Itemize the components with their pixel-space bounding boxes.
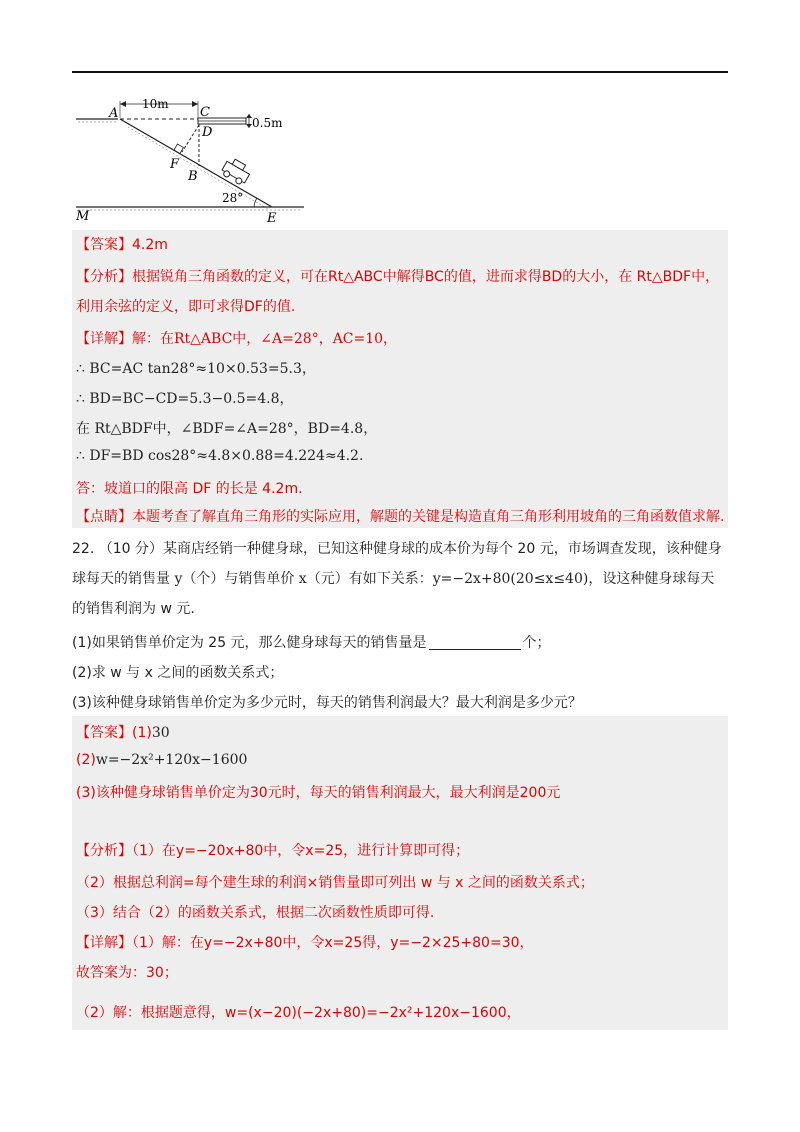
detail-tag: 【详解】	[76, 331, 132, 347]
detail-text: 解：在Rt△ABC中，∠A=28°，AC=10，	[132, 331, 398, 347]
q22-stem-line-2: 球每天的销售量 y（个）与销售单价 x（元）有如下关系：y=−2x+80(20≤x≤40)，设这种健身球每天	[72, 571, 715, 587]
label-e: E	[267, 211, 277, 226]
label-f: F	[170, 157, 180, 172]
q22-answer-1	[76, 722, 170, 742]
q22-part-2: (2)求 w 与 x 之间的函数关系式；	[72, 665, 284, 681]
analysis-text: （1）在y=−20x+80中，令x=25，进行计算即可得；	[132, 843, 470, 859]
answer-1-num: (1)	[132, 725, 152, 741]
prev-detail-line-3: ∴ BD=BC−CD=5.3−0.5=4.8，	[76, 391, 294, 407]
label-c: C	[200, 105, 210, 120]
answer-2-value: w=−2x²+120x−1600	[95, 752, 248, 768]
q22-analysis-1	[76, 840, 469, 860]
q22-answer-3: (3)该种健身球销售单价定为30元时，每天的销售利润最大，最大利润是200元	[76, 785, 561, 801]
label-b: B	[188, 169, 198, 184]
prev-comment-line	[76, 506, 724, 526]
detail-text: （1）解：在y=−2x+80中，令x=25得，y=−2×25+80=30，	[132, 935, 534, 951]
q22-analysis-3: （3）结合（2）的函数关系式，根据二次函数性质即可得.	[76, 905, 435, 921]
prev-detail-line-2: ∴ BC=AC tan28°≈10×0.53=5.3，	[76, 361, 316, 377]
answer-tag: 【答案】	[76, 237, 132, 253]
comment-tag: 【点睛】	[76, 509, 132, 525]
answer-tag: 【答案】	[76, 725, 132, 741]
prev-detail-line-5: ∴ DF=BD cos28°≈4.8×0.88=4.224≈4.2.	[76, 448, 364, 464]
q22-solution-block	[72, 716, 728, 1030]
slope-diagram	[72, 92, 312, 228]
label-a: A	[109, 106, 119, 121]
prev-analysis-line	[76, 266, 719, 286]
analysis-text: 根据锐角三角函数的定义，可在Rt△ABC中解得BC的值，进而求得BD的大小，在 Rt△BDF中，	[132, 269, 720, 285]
q22-answer-2	[76, 752, 247, 768]
detail-tag: 【详解】	[76, 935, 132, 951]
label-d: D	[202, 125, 213, 140]
answer-blank	[429, 635, 521, 650]
q22-stem-line-1: 22. （10 分）某商店经销一种健身球，已知这种健身球的成本价为每个 20 元，市场调查发现，该种健身	[72, 541, 722, 557]
q22-part-1	[72, 632, 551, 652]
answer-1-value: 30	[151, 725, 170, 741]
prev-final-answer: 答：坡道口的限高 DF 的长是 4.2m.	[76, 481, 303, 497]
prev-detail-line-4: 在 Rt△BDF中，∠BDF=∠A=28°，BD=4.8，	[76, 421, 378, 437]
header-rule	[72, 71, 728, 73]
q22-part-3: (3)该种健身球销售单价定为多少元时，每天的销售利润最大？最大利润是多少元？	[72, 695, 582, 711]
dim-cd-label: 0.5m	[252, 116, 283, 130]
analysis-tag: 【分析】	[76, 843, 132, 859]
angle-label: 28°	[222, 191, 244, 205]
answer-value: 4.2m	[132, 237, 168, 253]
part1-text: (1)如果销售单价定为 25 元，那么健身球每天的销售量是	[72, 635, 427, 651]
comment-text: 本题考查了解直角三角形的实际应用，解题的关键是构造直角三角形利用坡角的三角函数值求解.	[132, 509, 725, 525]
q22-analysis-2: （2）根据总利润=每个建生球的利润×销售量即可列出 w 与 x 之间的函数关系式；	[76, 875, 594, 891]
answer-2-num: (2)	[76, 752, 96, 768]
q22-detail-3: （2）解：根据题意得，w=(x−20)(−2x+80)=−2x²+120x−1600，	[76, 1005, 521, 1021]
label-m: M	[76, 209, 90, 224]
q22-detail-2: 故答案为：30；	[76, 965, 178, 981]
q22-detail-1	[76, 932, 534, 952]
prev-analysis-line-2: 利用余弦的定义，即可求得DF的值.	[76, 299, 296, 315]
prev-solution-block	[72, 230, 728, 528]
prev-detail-line-1	[76, 328, 397, 348]
dim-ac-label: 10m	[142, 97, 169, 111]
part1-suffix: 个；	[522, 635, 551, 651]
prev-answer-line	[76, 234, 168, 254]
analysis-tag: 【分析】	[76, 269, 132, 285]
q22-stem-line-3: 的销售利润为 w 元.	[72, 601, 195, 617]
